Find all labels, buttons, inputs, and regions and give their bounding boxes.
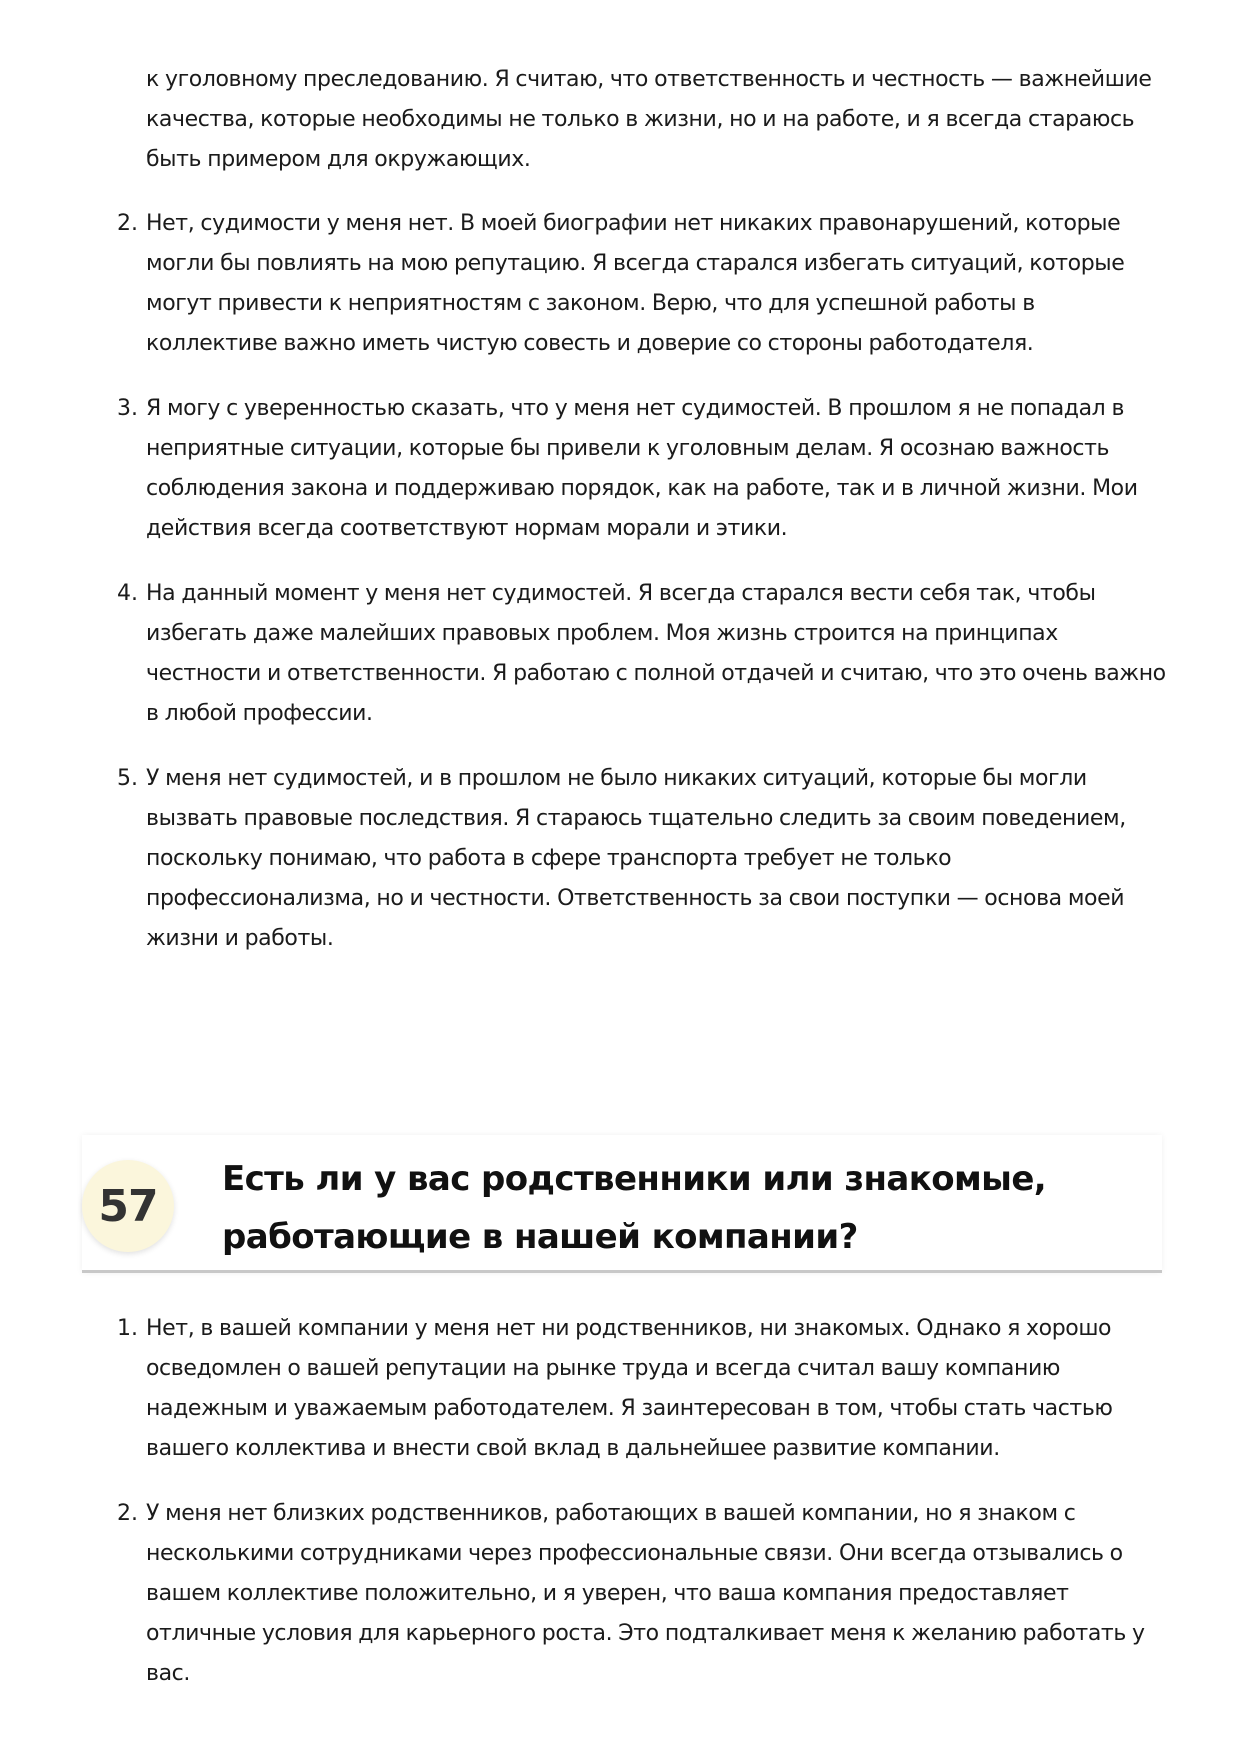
answer-number: 2. <box>117 211 138 236</box>
previous-answer-item <box>117 389 1166 549</box>
previous-answer-list <box>117 204 1166 984</box>
question-number: 57 <box>98 1180 158 1232</box>
question-header <box>82 1135 1162 1273</box>
answer-text: У меня нет близких родственников, работающих в вашей компании, но я знаком с несколькими сотрудниками через профессиональные связи. Они всегда отзывались о вашем коллективе положительно, и я уверен, что ваша компания предоставляет отличные условия для карьерного роста. Это подталкивает меня к желанию работать у вас. <box>146 1501 1145 1686</box>
question-number-badge <box>82 1160 174 1252</box>
answer-item <box>117 1494 1166 1694</box>
answer-text: Я могу с уверенностью сказать, что у меня нет судимостей. В прошлом я не попадал в неприятные ситуации, которые бы привели к уголовным делам. Я осознаю важность соблюдения закона и поддерживаю порядок, как на работе, так и в личной жизни. Мои действия всегда соответствуют нормам морали и этики. <box>146 396 1138 541</box>
answer-text: Нет, судимости у меня нет. В моей биографии нет никаких правонарушений, которые могли бы повлиять на мою репутацию. Я всегда старался избегать ситуаций, которые могут привести к неприятностям с законом. Верю, что для успешной работы в коллективе важно иметь чистую совесть и доверие со стороны работодателя. <box>146 211 1125 356</box>
answer-number: 1. <box>117 1316 138 1341</box>
question-title: Есть ли у вас родственники или знакомые, работающие в нашей компании? <box>222 1159 1047 1257</box>
answer-item <box>117 1309 1166 1469</box>
answer-number: 2. <box>117 1501 138 1526</box>
answer-text: У меня нет судимостей, и в прошлом не было никаких ситуаций, которые бы могли вызвать правовые последствия. Я стараюсь тщательно следить за своим поведением, поскольку понимаю, что работа в сфере транспорта требует не только профессионализма, но и честности. Ответственность за свои поступки — основа моей жизни и работы. <box>146 766 1126 951</box>
answer-number: 3. <box>117 396 138 421</box>
continuation-paragraph: к уголовному преследованию. Я считаю, что ответственность и честность — важнейшие качества, которые необходимы не только в жизни, но и на работе, и я всегда стараюсь быть примером для окружающих. <box>146 67 1152 172</box>
answer-list <box>117 1309 1166 1719</box>
answer-number: 5. <box>117 766 138 791</box>
previous-answer-item <box>117 574 1166 734</box>
previous-answer-item <box>117 759 1166 959</box>
answer-text: Нет, в вашей компании у меня нет ни родственников, ни знакомых. Однако я хорошо осведомлен о вашей репутации на рынке труда и всегда считал вашу компанию надежным и уважаемым работодателем. Я заинтересован в том, чтобы стать частью вашего коллектива и внести свой вклад в дальнейшее развитие компании. <box>146 1316 1113 1461</box>
previous-answer-item <box>117 204 1166 364</box>
answer-number: 4. <box>117 581 138 606</box>
answer-text: На данный момент у меня нет судимостей. Я всегда старался вести себя так, чтобы избегать даже малейших правовых проблем. Моя жизнь строится на принципах честности и ответственности. Я работаю с полной отдачей и считаю, что это очень важно в любой профессии. <box>146 581 1166 726</box>
